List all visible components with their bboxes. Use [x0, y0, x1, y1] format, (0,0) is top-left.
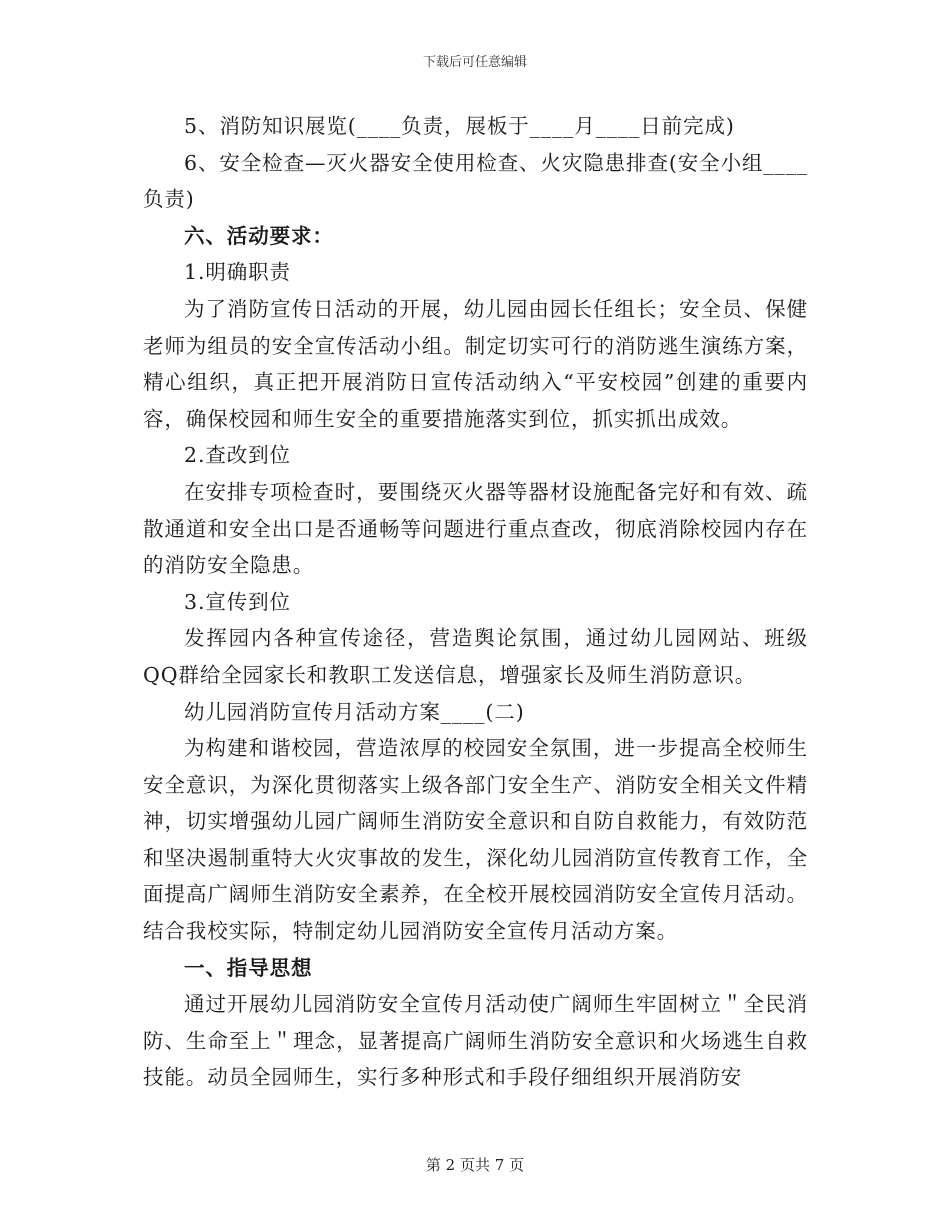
paragraph-item-5: 5、消防知识展览(____负责，展板于____月____日前完成): [184, 114, 735, 138]
section-heading-guiding: 一、指导思想: [184, 955, 313, 980]
paragraph-publicity: 发挥园内各种宣传途径，营造舆论氛围，通过幼儿园网站、班级QQ群给全园家长和教职工发送信息，增强家长及师生消防意识。: [143, 626, 808, 687]
page-header: 下载后可任意编辑: [422, 55, 527, 70]
plan-title-two: 幼儿园消防宣传月活动方案____(二): [184, 699, 525, 724]
paragraph-item-6: 6、安全检查—灭火器安全使用检查、火灾隐患排查(安全小组____负责): [143, 150, 808, 212]
subheading-responsibilities: 1.明确职责: [184, 260, 291, 285]
document-body: [143, 108, 808, 1096]
subheading-publicity: 3.宣传到位: [184, 589, 291, 614]
page-number: 第 2 页共 7 页: [425, 1156, 525, 1174]
paragraph-guiding: 通过开展幼儿园消防安全宣传月活动使广阔师生牢固树立＂全民消防、生命至上＂理念，显著提高广阔师生消防安全意识和火场逃生自救技能。动员全园师生，实行多种形式和手段仔细组织开展消防安: [143, 992, 808, 1090]
subheading-inspection: 2.查改到位: [184, 443, 291, 468]
paragraph-inspection: 在安排专项检查时，要围绕灭火器等器材设施配备完好和有效、疏散通道和安全出口是否通畅等问题进行重点查改，彻底消除校园内存在的消防安全隐患。: [143, 479, 808, 578]
paragraph-intro: 为构建和谐校园，营造浓厚的校园安全氛围，进一步提高全校师生安全意识，为深化贯彻落实上级各部门安全生产、消防安全相关文件精神，切实增强幼儿园广阔师生消防安全意识和自防自救能力，有效防范和坚决遏制重特大火灾事故的发生，深化幼儿园消防宣传教育工作，全面提高广阔师生消防安全素养，在全校开展校园消防安全宣传月活动。结合我校实际，特制定幼儿园消防安全宣传月活动方案。: [143, 736, 808, 944]
paragraph-responsibilities: 为了消防宣传日活动的开展，幼儿园由园长任组长；安全员、保健老师为组员的安全宣传活动小组。制定切实可行的消防逃生演练方案，精心组织，真正把开展消防日宣传活动纳入“平安校园”创建的重要内容，确保校园和师生安全的重要措施落实到位，抓实抓出成效。: [143, 296, 808, 431]
section-heading-requirements: 六、活动要求：: [184, 223, 334, 248]
